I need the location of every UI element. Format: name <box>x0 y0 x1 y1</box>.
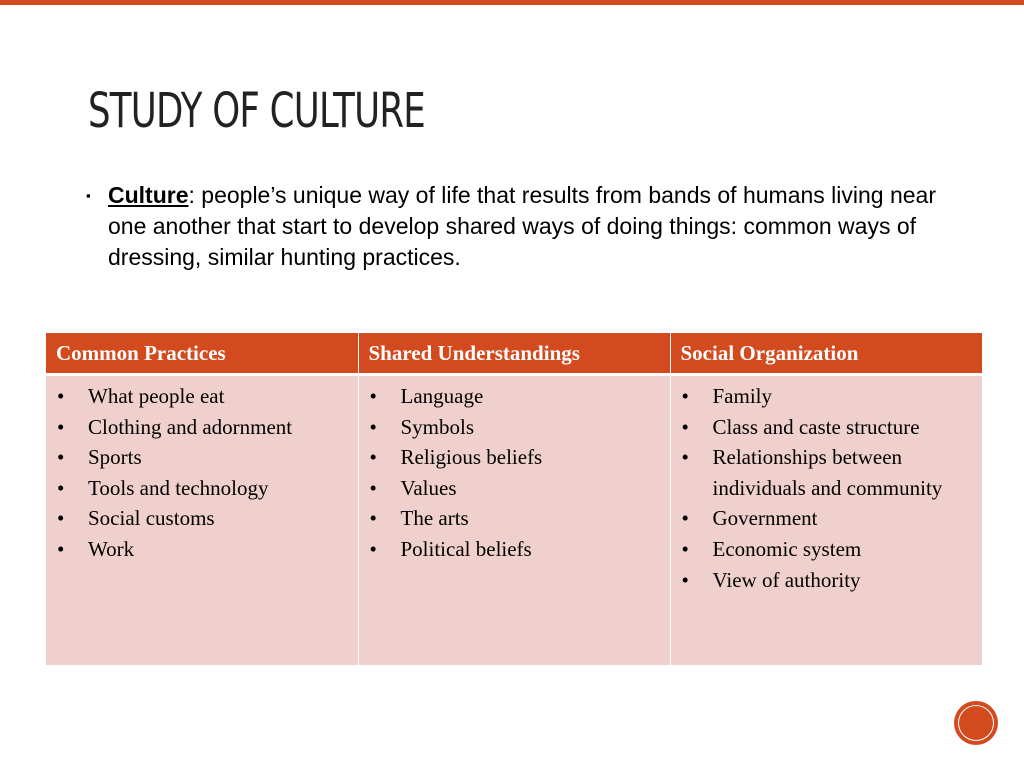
list-item: • Tools and technology <box>54 473 352 504</box>
top-accent-bar <box>0 0 1024 5</box>
cell-common-practices <box>46 375 358 666</box>
table-row <box>46 375 982 666</box>
list-item: • Relationships between individuals and community <box>679 442 977 503</box>
list-item: • Social customs <box>54 503 352 534</box>
list-item: • Values <box>367 473 664 504</box>
list-item: • Language <box>367 381 664 412</box>
badge-inner-ring <box>958 705 994 741</box>
cell-social-organization <box>670 375 982 666</box>
social-organization-list <box>679 381 977 595</box>
table-header-row <box>46 333 982 375</box>
list-item: • Government <box>679 503 977 534</box>
shared-understandings-list <box>367 381 664 565</box>
list-item: • The arts <box>367 503 664 534</box>
header-shared-understandings: Shared Understandings <box>358 333 670 375</box>
list-item: • Clothing and adornment <box>54 412 352 443</box>
orange-circle-badge-icon <box>954 701 998 745</box>
square-bullet-icon: ▪ <box>86 188 91 203</box>
common-practices-list <box>54 381 352 565</box>
list-item: • Economic system <box>679 534 977 565</box>
header-social-organization: Social Organization <box>670 333 982 375</box>
list-item: • Work <box>54 534 352 565</box>
header-common-practices: Common Practices <box>46 333 358 375</box>
culture-table <box>46 333 982 665</box>
definition-text <box>108 180 946 273</box>
list-item: • Political beliefs <box>367 534 664 565</box>
definition-body: : people’s unique way of life that results from bands of humans living near one another that start to develop shared ways of doing things: common ways of dressing, similar hunting practices. <box>108 182 936 270</box>
cell-shared-understandings <box>358 375 670 666</box>
slide-title: STUDY OF CULTURE <box>88 83 426 139</box>
list-item: • Religious beliefs <box>367 442 664 473</box>
list-item: • What people eat <box>54 381 352 412</box>
list-item: • View of authority <box>679 565 977 596</box>
list-item: • Symbols <box>367 412 664 443</box>
list-item: • Family <box>679 381 977 412</box>
list-item: • Class and caste structure <box>679 412 977 443</box>
definition-term: Culture <box>108 182 189 208</box>
list-item: • Sports <box>54 442 352 473</box>
culture-definition <box>86 180 946 273</box>
